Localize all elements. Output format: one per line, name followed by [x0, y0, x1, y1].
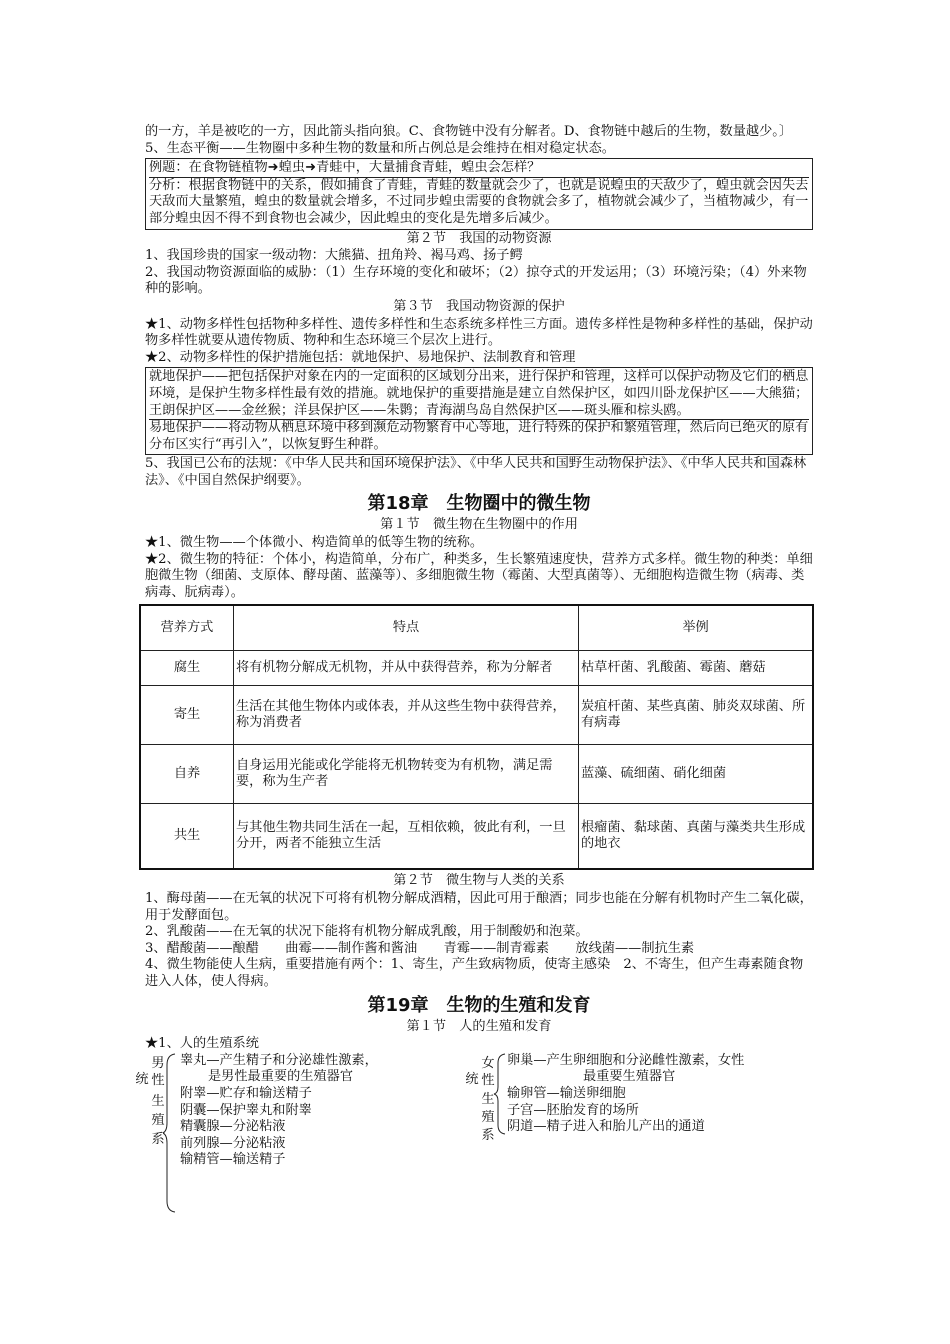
chapter-title: 第18章 生物圈中的微生物	[367, 493, 591, 515]
male-organ-item: 精囊腺—分泌粘液	[180, 1119, 286, 1135]
paragraph: 1、我国珍贵的国家一级动物：大熊猫、扭角羚、褐马鸡、扬子鳄	[145, 248, 523, 264]
ex-situ-protection: 易地保护——将动物从栖息环境中移到濒危动物繁育中心等地，进行特殊的保护和繁殖管理，然后向已绝灭的原有分布区实行“再引入”，以恢复野生种群。	[149, 420, 809, 452]
document-page	[135, 124, 813, 1215]
male-organ-item: 前列腺—分泌粘液	[180, 1135, 286, 1151]
male-brace-icon	[163, 1053, 177, 1213]
female-system-label-char: 性	[481, 1072, 495, 1088]
paragraph: 4、微生物能使人生病，重要措施有两个：1、寄生，产生致病物质，使寄主感染 2、不寄生，但产生毒素随食物进入人体，使人得病。	[145, 957, 804, 989]
table-header-row	[140, 605, 813, 651]
paragraph: 1、酶母菌——在无氧的状况下可将有机物分解成酒精，因此可用于酿酒；同步也能在分解有机物时产生二氧化碳，用于发酵面包。	[145, 891, 813, 923]
in-situ-protection: 就地保护——把包括保护对象在内的一定面积的区域划分出来，进行保护和管理，这样可以保护动物及它们的栖息环境，是保护生物多样性最有效的措施。就地保护的重要措施是建立自然保护区，如四川卧龙保护区——大熊猫；王朗保护区——金丝猴；洋县保护区——朱鹮；青海湖鸟岛自然保护区——斑头雁和棕头鸥。	[149, 369, 809, 418]
reproductive-system-diagram	[135, 1052, 813, 1215]
female-system-label-char: 殖	[481, 1109, 495, 1125]
female-organ-item: 卵巢—产生卵细胞和分泌雌性激素，女性	[507, 1052, 745, 1068]
example-analysis: 分析：根据食物链中的关系，假如捕食了青蛙，青蛙的数量就会少了，也就是说蝗虫的天敌少了，蝗虫就会因失去天敌而大量繁殖，蝗虫的数量就会增多，不过同步蝗虫需要的食物就会多了，植物就会减少了，当植物减少，有一部分蝗虫因不得不到食物也会减少，因此蝗虫的变化是先增多后减少。	[149, 177, 809, 226]
section-title: 第１节 人的生殖和发育	[406, 1018, 552, 1034]
table-cell: 根瘤菌、黏球菌、真菌与藻类共生形成的地衣	[579, 804, 814, 870]
chapter-title: 第19章 生物的生殖和发育	[367, 994, 591, 1016]
table-cell: 腐生	[140, 651, 234, 686]
female-system-label-char: 生	[481, 1091, 495, 1107]
section-title: 第３节 我国动物资源的保护	[393, 298, 565, 314]
paragraph: ★2、动物多样性的保护措施包括：就地保护、易地保护、法制教育和管理	[145, 349, 576, 365]
table-cell: 将有机物分解成无机物，并从中获得营养，称为分解者	[234, 651, 579, 686]
table-header: 特点	[234, 605, 579, 651]
intro-line: 5、生态平衡——生物圈中多种生物的数量和所占例总是会维持在相对稳定状态。	[145, 140, 615, 156]
female-brace-icon	[493, 1053, 507, 1135]
table-cell: 自养	[140, 745, 234, 804]
paragraph: ★1、动物多样性包括物种多样性、遗传多样性和生态系统多样性三方面。遗传多样性是物种多样性的基础，保护动物多样性就要从遗传物质、物种和生态环境三个层次上进行。	[145, 316, 813, 349]
male-system-label-char: 男	[151, 1055, 165, 1071]
table-cell: 生活在其他生物体内或体表，并从这些生物中获得营养，称为消费者	[234, 686, 579, 745]
example-box	[145, 158, 813, 229]
female-system-label-char: 统	[465, 1071, 479, 1087]
paragraph: 3、醋酸菌——酿醋 曲霉——制作酱和酱油 青霉——制青霉素 放线菌——制抗生素	[145, 940, 695, 956]
female-system-label-char: 女	[481, 1055, 495, 1071]
paragraph: ★2、微生物的特征：个体小，构造简单，分布广，种类多，生长繁殖速度快，营养方式多样。微生物的种类：单细胞微生物（细菌、支原体、酵母菌、蓝藻等）、多细胞微生物（霉菌、大型真菌等）、无细胞构造微生物（病毒、类病毒、朊病毒）。	[145, 551, 813, 600]
male-organ-list	[180, 1053, 378, 1169]
section-title: 第１节 微生物在生物圈中的作用	[380, 517, 578, 533]
female-organ-item: 阴道—精子进入和胎儿产出的通道	[507, 1119, 705, 1135]
paragraph: 2、乳酸菌——在无氧的状况下能将有机物分解成乳酸，用于制酸奶和泡菜。	[145, 924, 589, 940]
male-organ-item: 睾丸—产生精子和分泌雄性激素，	[180, 1052, 378, 1068]
table-cell: 与其他生物共同生活在一起，互相依赖，彼此有利，一旦分开，两者不能独立生活	[234, 804, 579, 870]
intro-line: 的一方，羊是被吃的一方，因此箭头指向狼。C、食物链中没有分解者。D、食物链中越后的生物，数量越少。〕	[145, 124, 793, 139]
table-header: 举例	[579, 605, 814, 651]
male-system-label-char: 性	[151, 1072, 165, 1088]
table-cell: 共生	[140, 804, 234, 870]
male-system-label-char: 统	[135, 1071, 149, 1087]
table-cell: 自身运用光能或化学能将无机物转变为有机物，满足需要，称为生产者	[234, 745, 579, 804]
female-organ-item: 子宫—胚胎发育的场所	[507, 1102, 639, 1118]
paragraph: ★1、微生物——个体微小、构造简单的低等生物的统称。	[145, 535, 484, 551]
section-title: 第２节 我国的动物资源	[406, 230, 552, 246]
table-header: 营养方式	[140, 605, 234, 651]
paragraph: ★1、人的生殖系统	[145, 1036, 259, 1052]
protection-box	[145, 367, 813, 455]
laws-paragraph: 5、我国已公布的法规：《中华人民共和国环境保护法》、《中华人民共和国野生动物保护法》、《中华人民共和国森林法》、《中国自然保护纲要》。	[145, 456, 807, 488]
male-organ-item: 附睾—贮存和输送精子	[180, 1085, 312, 1101]
table-row	[140, 804, 813, 870]
female-organ-list	[507, 1053, 744, 1136]
table-cell: 炭疽杆菌、某些真菌、肺炎双球菌、所有病毒	[579, 686, 814, 745]
female-organ-item: 输卵管—输送卵细胞	[507, 1085, 626, 1101]
table-row	[140, 686, 813, 745]
male-system-label-char: 系	[151, 1131, 165, 1147]
table-cell: 蓝藻、硫细菌、硝化细菌	[579, 745, 814, 804]
female-organ-item: 最重要生殖器官	[583, 1069, 676, 1085]
male-organ-item: 是男性最重要的生殖器官	[208, 1069, 354, 1085]
section-title: 第２节 微生物与人类的关系	[393, 873, 565, 889]
male-system-label-char: 生	[151, 1093, 165, 1109]
nutrition-table	[139, 604, 814, 870]
male-organ-item: 阴囊—保护睾丸和附睾	[180, 1102, 312, 1118]
table-row	[140, 651, 813, 686]
male-organ-item: 输精管—输送精子	[180, 1152, 286, 1168]
female-system-label-char: 系	[481, 1127, 495, 1143]
example-question: 例题：在食物链植物➜蝗虫➜青蛙中，大量捕食青蛙，蝗虫会怎样？	[149, 160, 541, 176]
paragraph: 2、我国动物资源面临的威胁：（1）生存环境的变化和破坏；（2）掠夺式的开发运用；（3）环境污染；（4）外来物种的影响。	[145, 264, 807, 297]
table-cell: 寄生	[140, 686, 234, 745]
table-row	[140, 745, 813, 804]
male-system-label-char: 殖	[151, 1112, 165, 1128]
table-cell: 枯草杆菌、乳酸菌、霉菌、蘑菇	[579, 651, 814, 686]
